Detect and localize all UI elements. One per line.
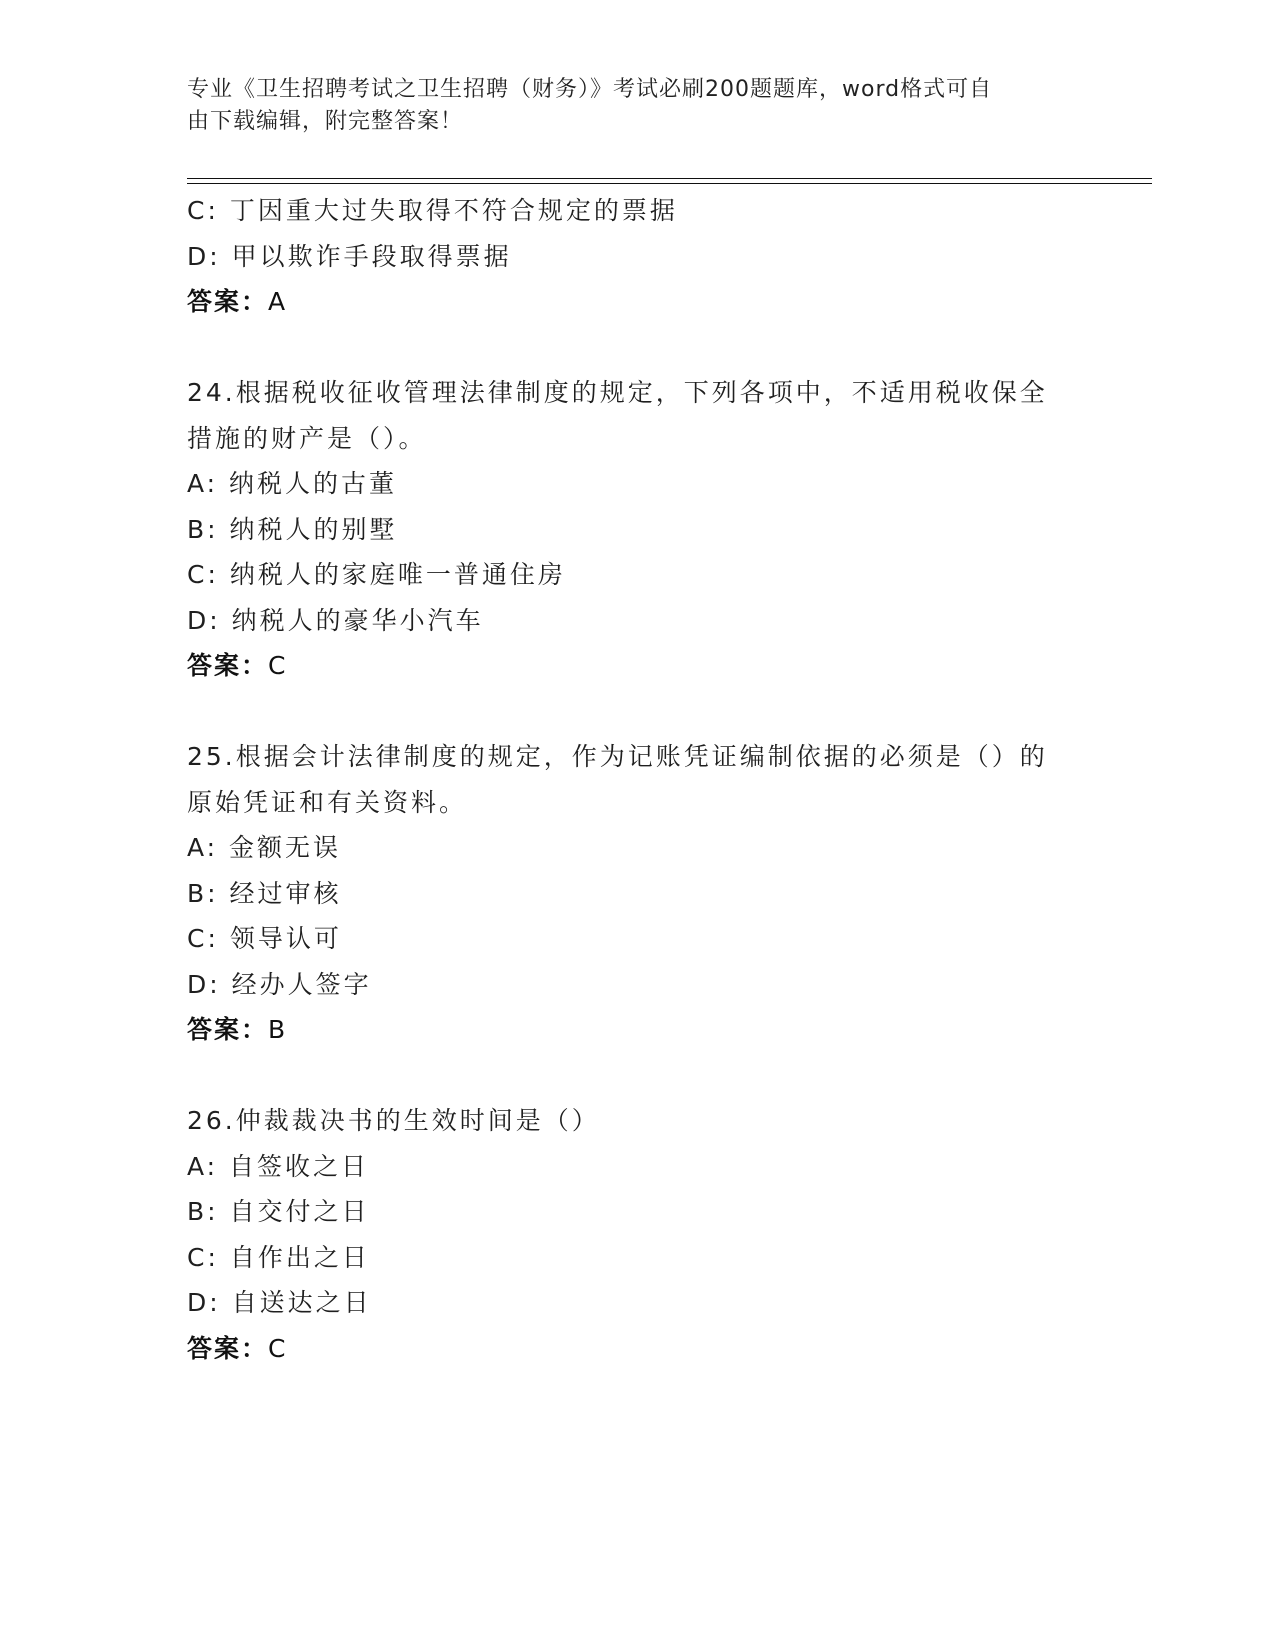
option-d: D: 自送达之日	[187, 1288, 372, 1317]
answer-value: B	[268, 1015, 287, 1044]
question-24	[187, 370, 1087, 689]
header-line-2: 由下载编辑，附完整答案！	[187, 109, 464, 134]
question-stem-line: 26.仲裁裁决书的生效时间是（）	[187, 1106, 600, 1135]
option-c: C: 丁因重大过失取得不符合规定的票据	[187, 196, 678, 225]
answer-label: 答案：	[187, 1333, 269, 1363]
answer-value: C	[268, 1333, 287, 1363]
question-stem-line: 24.根据税收征收管理法律制度的规定，下列各项中，不适用税收保全	[187, 378, 1048, 407]
answer-label: 答案：	[187, 651, 269, 680]
prev-question	[187, 188, 1087, 325]
header-divider-bottom	[187, 183, 1152, 184]
option-b: B: 自交付之日	[187, 1197, 370, 1226]
question-list	[187, 188, 1087, 1371]
option-a: A: 纳税人的古董	[187, 469, 398, 498]
option-c: C: 领导认可	[187, 924, 342, 953]
option-d: D: 纳税人的豪华小汽车	[187, 605, 484, 635]
option-b: B: 纳税人的别墅	[187, 514, 398, 544]
option-c: C: 纳税人的家庭唯一普通住房	[187, 560, 566, 589]
header-divider-top	[187, 178, 1152, 179]
header-line-1: 专业《卫生招聘考试之卫生招聘（财务）》考试必刷200题题库，word格式可自	[187, 77, 993, 102]
answer-label: 答案：	[187, 1015, 269, 1044]
question-stem-line: 25.根据会计法律制度的规定，作为记账凭证编制依据的必须是（）的	[187, 742, 1048, 771]
answer-value: A	[268, 287, 287, 316]
spacer	[187, 325, 1087, 371]
option-b: B: 经过审核	[187, 878, 342, 908]
spacer	[187, 1053, 1087, 1099]
spacer	[187, 689, 1087, 735]
answer-row	[187, 1007, 1087, 1053]
option-d: D: 经办人签字	[187, 969, 372, 999]
answer-label: 答案：	[187, 287, 269, 316]
question-stem-line: 原始凭证和有关资料。	[187, 787, 468, 817]
answer-row	[187, 643, 1087, 689]
option-d: D: 甲以欺诈手段取得票据	[187, 241, 512, 271]
question-26	[187, 1098, 1087, 1371]
answer-row	[187, 279, 1087, 325]
option-a: A: 自签收之日	[187, 1151, 370, 1181]
answer-value: C	[268, 651, 287, 680]
answer-row	[187, 1326, 1087, 1372]
document-header	[187, 74, 1067, 138]
option-a: A: 金额无误	[187, 833, 342, 862]
question-stem-line: 措施的财产是（）。	[187, 423, 427, 453]
option-c: C: 自作出之日	[187, 1242, 370, 1272]
question-25	[187, 734, 1087, 1053]
